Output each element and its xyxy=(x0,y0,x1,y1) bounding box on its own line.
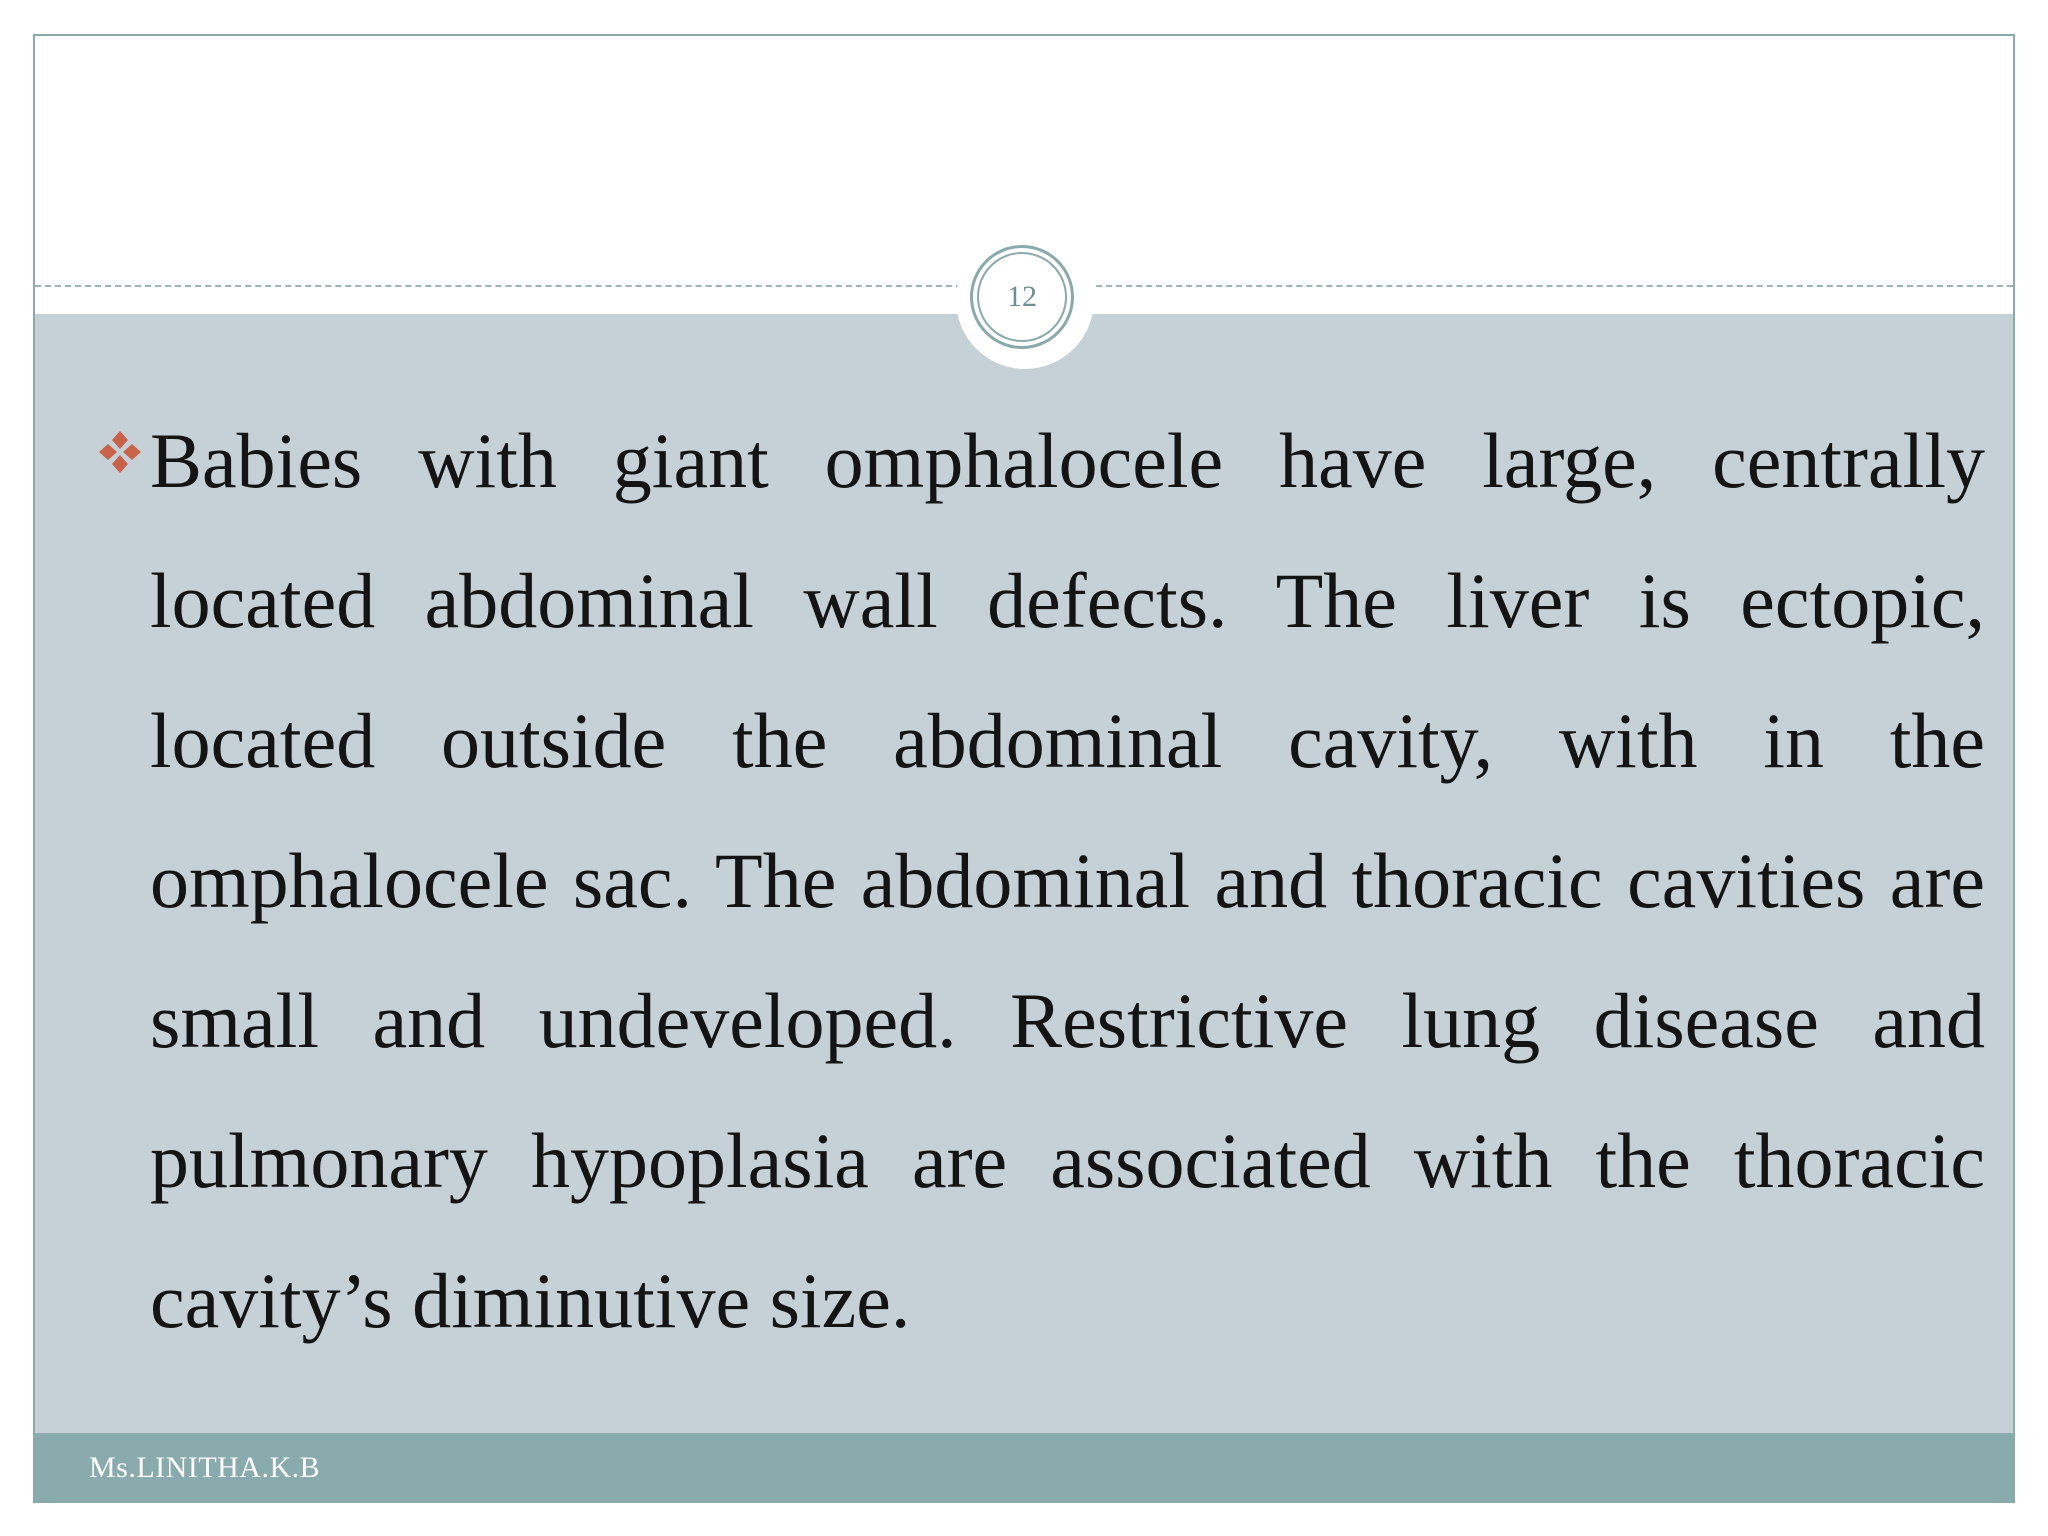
slide xyxy=(33,34,2015,1503)
bullet-text: Babies with giant omphalocele have large, centrally located abdominal wall defects. The liver is ectopic, located outside the abdominal cavity, with in the omphalocele sac. The abdominal and thoracic cavities are small and undeveloped. Restrictive lung disease and pulmonary hypoplasia are associated with the thoracic cavity’s diminutive size. xyxy=(150,417,1985,1344)
footer-author: Ms.LINITHA.K.B xyxy=(89,1451,321,1484)
footer-bar xyxy=(35,1433,2013,1503)
page-number-ring xyxy=(970,245,1074,349)
page-number: 12 xyxy=(1007,280,1037,313)
four-diamond-bullet-icon xyxy=(97,429,143,475)
page-number-badge xyxy=(956,231,1094,369)
